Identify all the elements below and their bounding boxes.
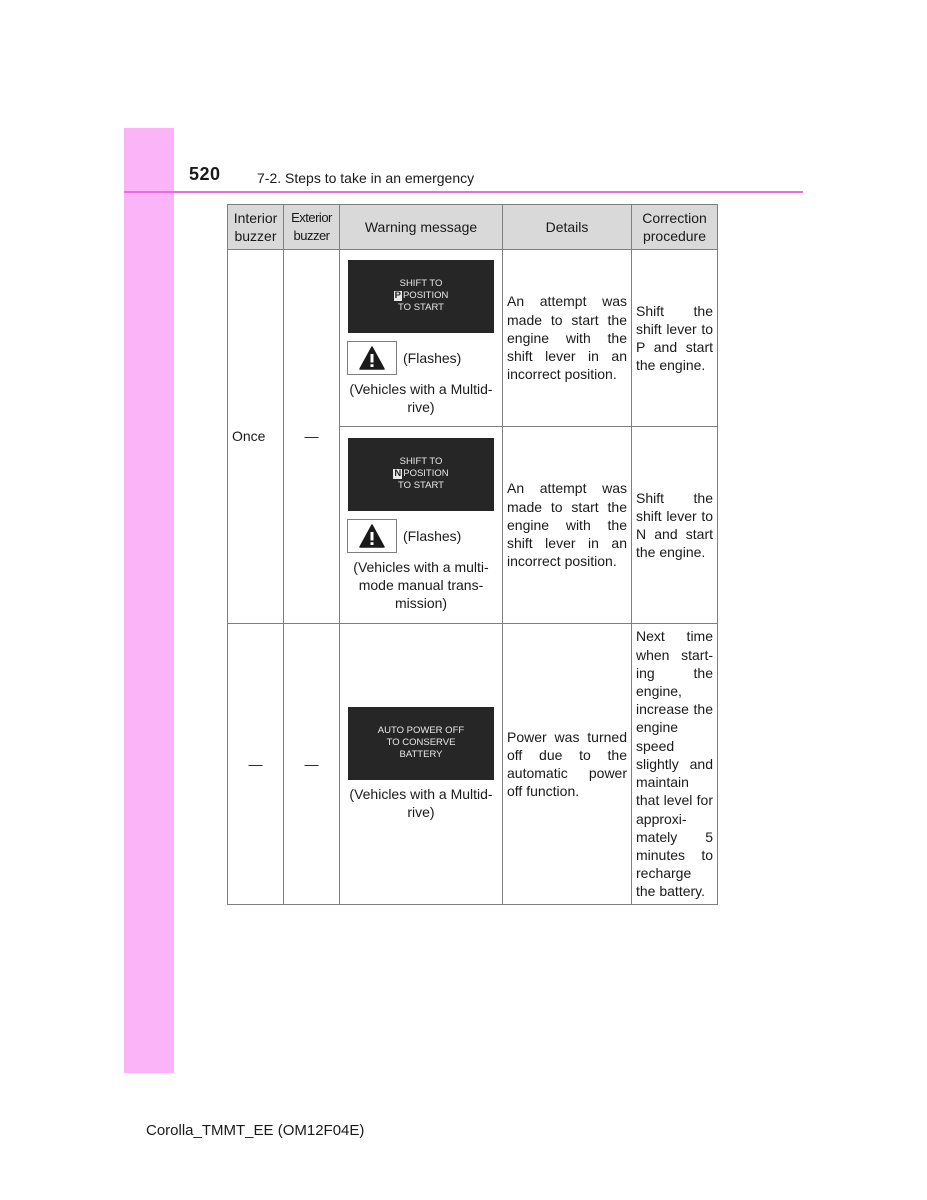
interior-buzzer-cell: Once xyxy=(228,250,284,624)
warning-message-table xyxy=(227,204,718,905)
screen-line: TO START xyxy=(398,302,444,314)
screen-line: POSITION xyxy=(402,290,449,302)
header-correction-procedure: Correction procedure xyxy=(632,205,718,250)
section-title: 7-2. Steps to take in an emergency xyxy=(257,170,475,186)
exterior-buzzer-cell: — xyxy=(284,250,340,624)
table-header-row xyxy=(228,205,718,250)
screen-line: AUTO POWER OFF xyxy=(377,725,465,737)
screen-line: SHIFT TO xyxy=(399,456,443,468)
details-cell: Power was turned off due to the automatic power off function. xyxy=(503,624,632,905)
vehicle-note: (Vehicles with a Multid-rive) xyxy=(349,380,493,415)
page-number: 520 xyxy=(189,164,221,184)
vehicle-note: (Vehicles with a Multid-rive) xyxy=(349,785,493,820)
interior-buzzer-cell: — xyxy=(228,624,284,905)
screen-line: TO START xyxy=(398,480,444,492)
header-warning-message: Warning message xyxy=(340,205,503,250)
screen-line: BATTERY xyxy=(399,749,443,761)
display-screen xyxy=(348,260,494,333)
screen-line: POSITION xyxy=(403,468,449,480)
section-side-tab xyxy=(124,128,174,1073)
correction-cell: Shift the shift lever to P and start the engine. xyxy=(632,250,718,427)
details-cell: An attempt was made to start the engine with the shift lever in an incorrect position. xyxy=(503,427,632,624)
correction-cell: Shift the shift lever to N and start the engine. xyxy=(632,427,718,624)
footer-doc-id: Corolla_TMMT_EE (OM12F04E) xyxy=(146,1122,365,1139)
correction-cell: Next time when start-ing the engine, increase the engine speed slightly and maintain that level for approxi-mately 5 minutes to recharge the battery. xyxy=(632,624,718,905)
screen-line: SHIFT TO xyxy=(399,278,443,290)
header-rule xyxy=(124,191,803,193)
details-cell: An attempt was made to start the engine with the shift lever in an incorrect position. xyxy=(503,250,632,427)
flashes-label: (Flashes) xyxy=(403,349,462,366)
warning-triangle-icon xyxy=(347,341,397,375)
warning-message-cell xyxy=(340,624,503,905)
warning-triangle-icon xyxy=(347,519,397,553)
vehicle-note: (Vehicles with a multi-mode manual trans-mission) xyxy=(353,558,489,612)
shift-position-badge: N xyxy=(394,468,402,480)
flashes-label: (Flashes) xyxy=(403,527,462,544)
display-screen xyxy=(348,438,494,511)
table-row xyxy=(228,250,718,427)
header-interior-buzzer: Interior buzzer xyxy=(228,205,284,250)
shift-position-badge: P xyxy=(394,290,401,302)
exterior-buzzer-cell: — xyxy=(284,624,340,905)
warning-message-cell xyxy=(340,250,503,427)
table-row xyxy=(228,624,718,905)
header-details: Details xyxy=(503,205,632,250)
header-exterior-buzzer: Exterior buzzer xyxy=(284,205,340,250)
display-screen xyxy=(348,707,494,780)
screen-line: TO CONSERVE xyxy=(386,737,456,749)
warning-message-cell xyxy=(340,427,503,624)
